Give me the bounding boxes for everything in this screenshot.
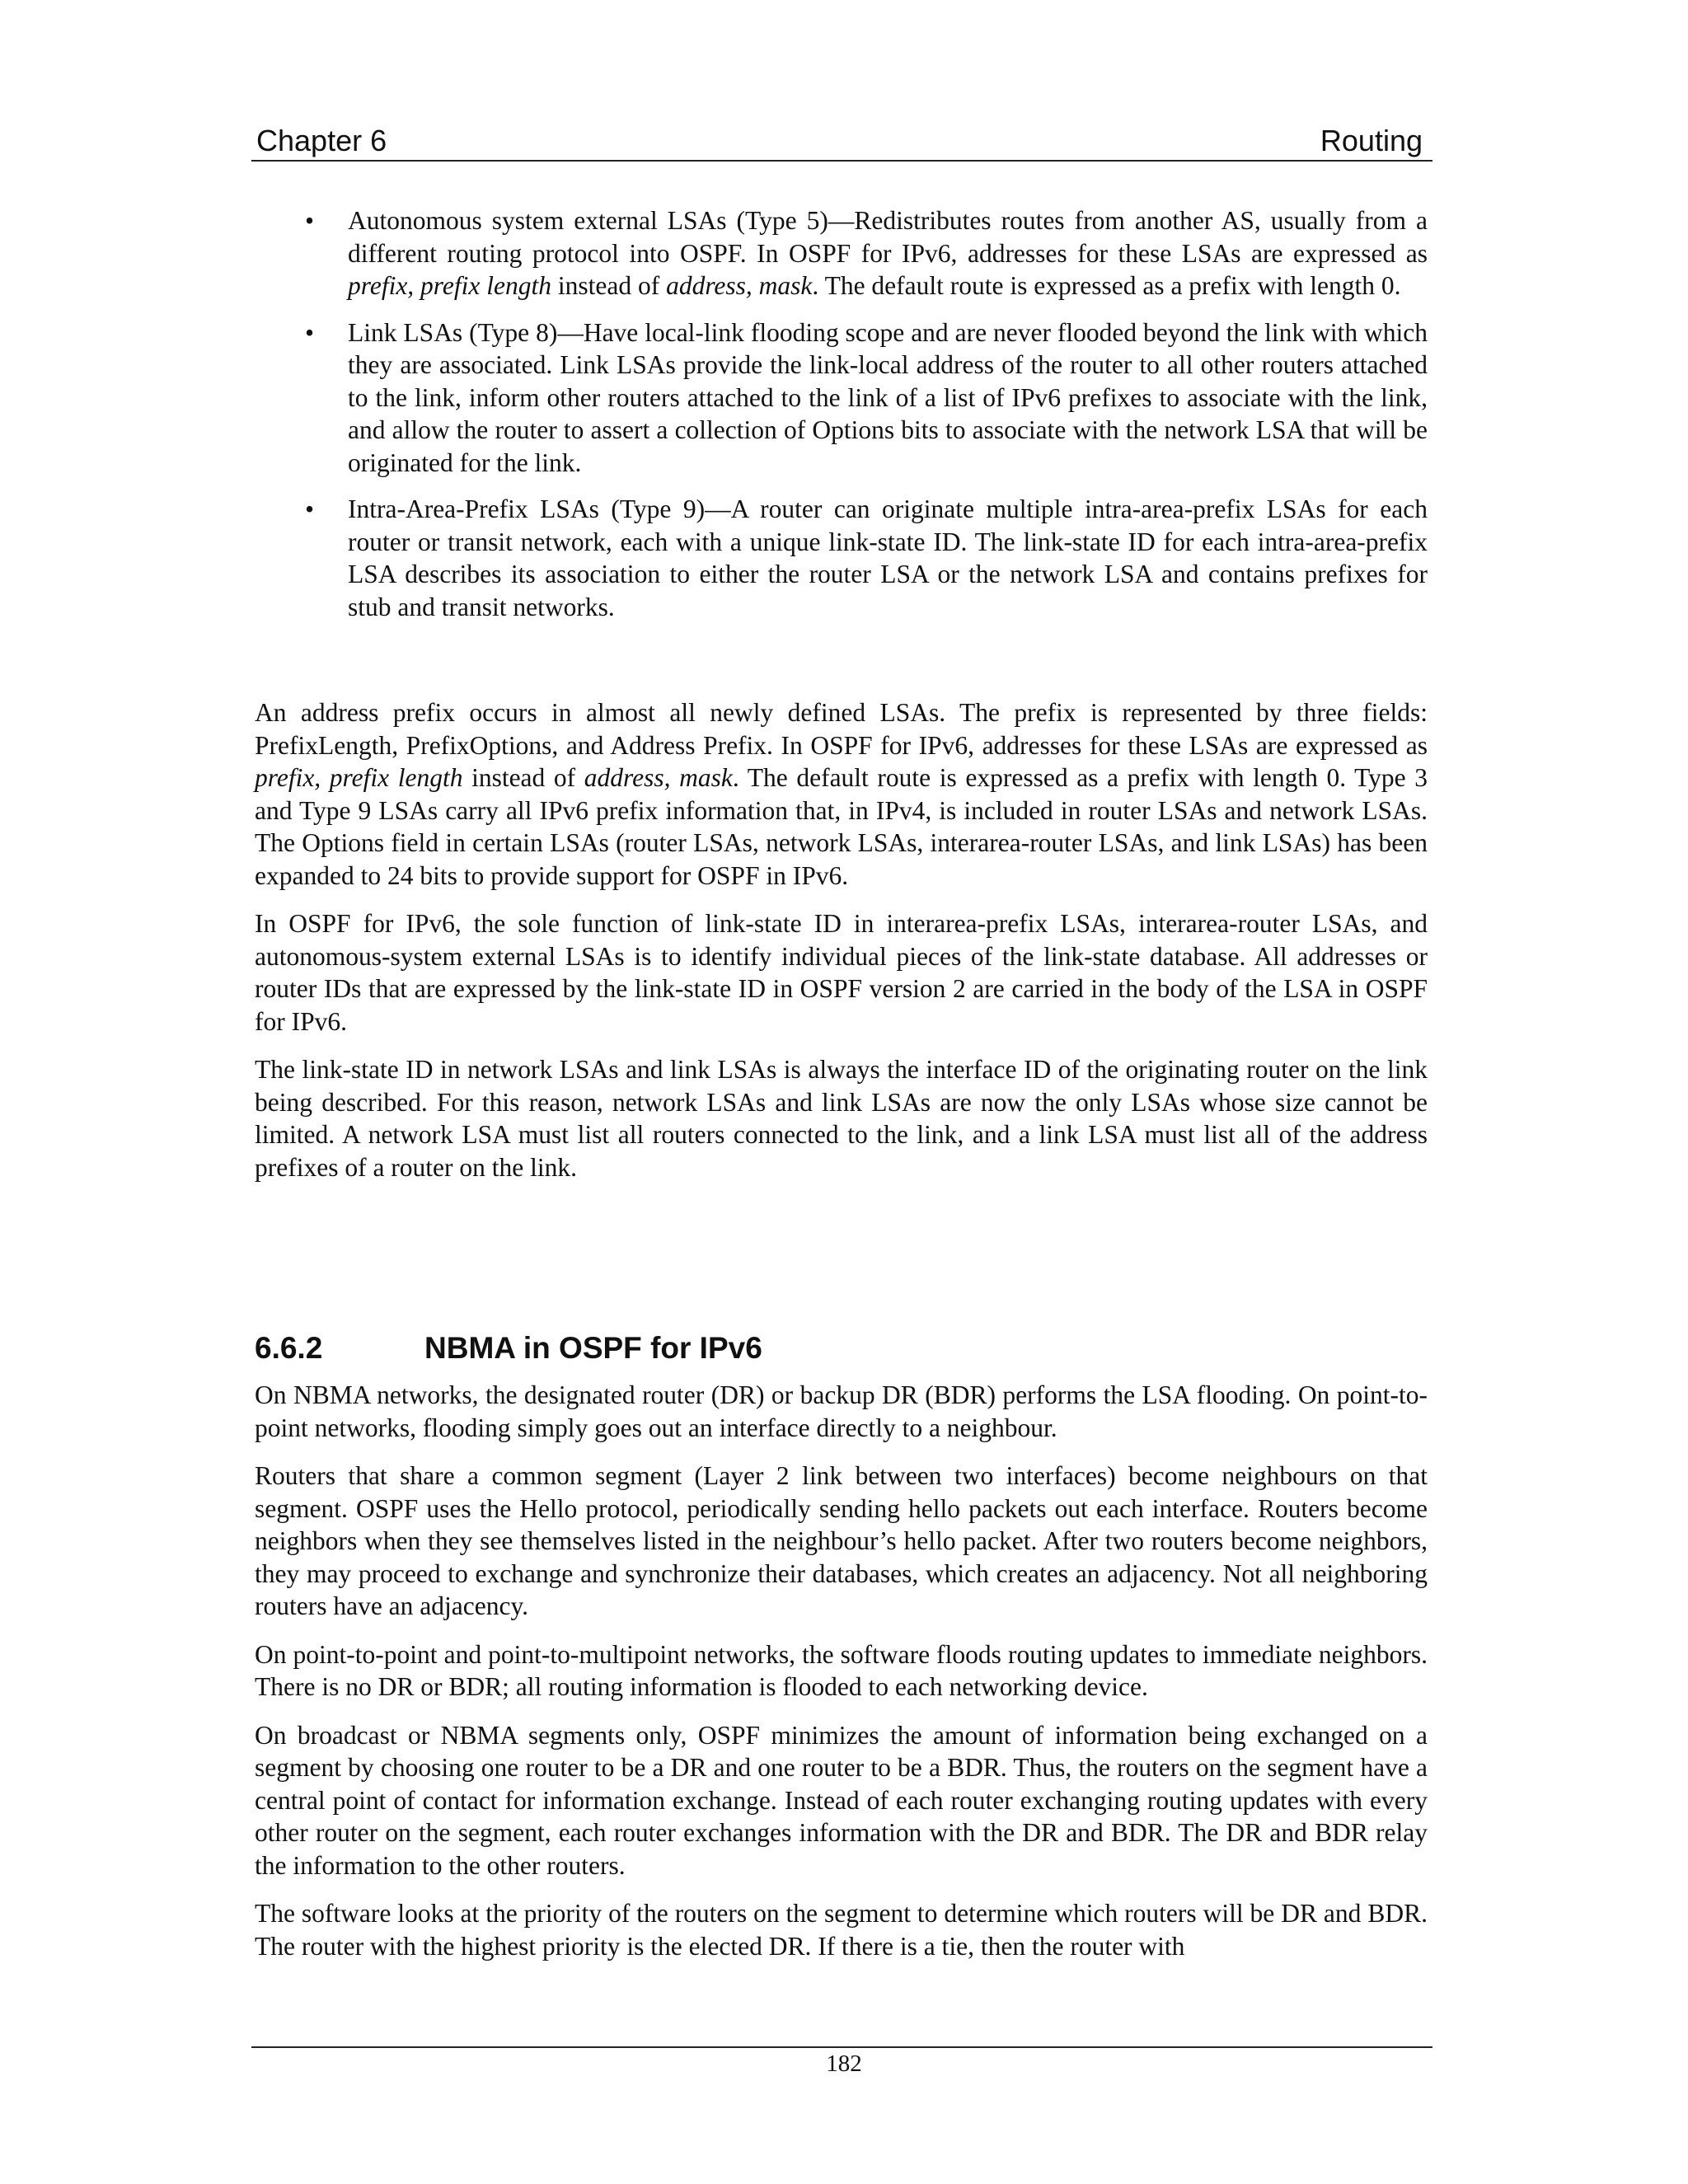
section-label: Routing bbox=[1320, 124, 1423, 157]
paragraph: In OSPF for IPv6, the sole function of link-state ID in interarea-prefix LSAs, interarea-router LSAs, and autonomous-system external LSAs is to identify individual pieces of the link-state database. All addresses or router IDs that are expressed by the link-state ID in OSPF version 2 are carried in the body of the LSA in OSPF for IPv6. bbox=[255, 909, 1428, 1036]
section-title: NBMA in OSPF for IPv6 bbox=[424, 1331, 762, 1365]
list-item bbox=[305, 316, 1428, 480]
paragraph: On broadcast or NBMA segments only, OSPF minimizes the amount of information being exchanged on a segment by choosing one router to be a DR and one router to be a BDR. Thus, the routers on the segment have a central point of contact for information exchange. Instead of each router exchanging routing updates with every other router on the segment, each router exchanges information with the DR and BDR. The DR and BDR relay the information to the other routers. bbox=[255, 1720, 1428, 1880]
bullet-icon: • bbox=[305, 494, 315, 523]
list-item-text: Autonomous system external LSAs (Type 5)—Redistributes routes from another AS, usually from a different routing protocol into OSPF. In OSPF for IPv6, addresses for these LSAs are expressed as prefix, prefix length instead of address, mask. The default route is expressed as a prefix with length 0. bbox=[348, 206, 1428, 300]
paragraph: Routers that share a common segment (Layer 2 link between two interfaces) become neighbours on that segment. OSPF uses the Hello protocol, periodically sending hello packets out each interface. Routers become neighbors when they see themselves listed in the neighbour’s hello packet. After two routers become neighbors, they may proceed to exchange and synchronize their databases, which creates an adjacency. Not all neighboring routers have an adjacency. bbox=[255, 1461, 1428, 1620]
bullet-icon: • bbox=[305, 317, 315, 347]
page-number: 182 bbox=[826, 2050, 862, 2077]
paragraph: The software looks at the priority of the routers on the segment to determine which routers will be DR and BDR. The router with the highest priority is the elected DR. If there is a tie, then the router with bbox=[255, 1899, 1428, 1961]
paragraph: On NBMA networks, the designated router (DR) or backup DR (BDR) performs the LSA flooding. On point-to-point networks, flooding simply goes out an interface directly to a neighbour. bbox=[255, 1380, 1428, 1442]
footer-divider bbox=[251, 2046, 1432, 2048]
paragraph: An address prefix occurs in almost all newly defined LSAs. The prefix is represented by three fields: PrefixLength, PrefixOptions, and Address Prefix. In OSPF for IPv6, addresses for these LSAs are expressed as prefix, prefix length instead of address, mask. The default route is expressed as a prefix with length 0. Type 3 and Type 9 LSAs carry all IPv6 prefix information that, in IPv4, is included in router LSAs and network LSAs. The Options field in certain LSAs (router LSAs, network LSAs, interarea-router LSAs, and link LSAs) has been expanded to 24 bits to provide support for OSPF in IPv6. bbox=[255, 698, 1428, 890]
body-section-lsa bbox=[255, 696, 1428, 1199]
list-item-text: Link LSAs (Type 8)—Have local-link flooding scope and are never flooded beyond the link with which they are associated. Link LSAs provide the link-local address of the router to all other routers attached to the link, inform other routers attached to the link of a list of IPv6 prefixes to associate with the link, and allow the router to assert a collection of Options bits to associate with the network LSA that will be originated for the link. bbox=[348, 317, 1428, 477]
list-item bbox=[305, 204, 1428, 302]
lsa-type-list bbox=[305, 204, 1428, 637]
list-item bbox=[305, 493, 1428, 623]
list-item-text: Intra-Area-Prefix LSAs (Type 9)—A router can originate multiple intra-area-prefix LSAs for each router or transit network, each with a unique link-state ID. The link-state ID for each intra-area-prefix LSA describes its association to either the router LSA or the network LSA and contains prefixes for stub and transit networks. bbox=[348, 494, 1428, 621]
section-heading bbox=[255, 1331, 1428, 1366]
chapter-label: Chapter 6 bbox=[256, 124, 387, 157]
section-number: 6.6.2 bbox=[255, 1331, 323, 1365]
body-section-nbma bbox=[255, 1379, 1428, 1978]
paragraph: On point-to-point and point-to-multipoint networks, the software floods routing updates to immediate neighbors. There is no DR or BDR; all routing information is flooded to each networking device. bbox=[255, 1639, 1428, 1701]
bullet-icon: • bbox=[305, 206, 315, 235]
paragraph: The link-state ID in network LSAs and link LSAs is always the interface ID of the originating router on the link being described. For this reason, network LSAs and link LSAs are now the only LSAs whose size cannot be limited. A network LSA must list all routers connected to the link, and a link LSA must list all of the address prefixes of a router on the link. bbox=[255, 1055, 1428, 1182]
page-header bbox=[251, 124, 1432, 162]
